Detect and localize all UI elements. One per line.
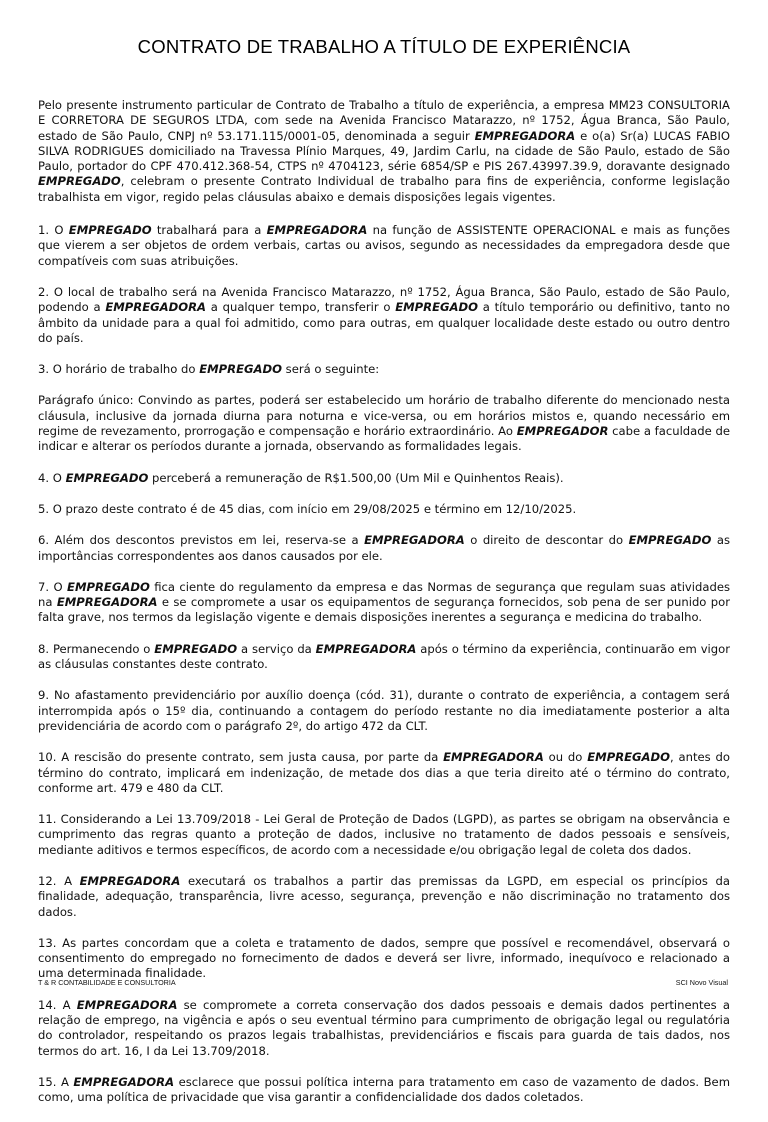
party-term: EMPREGADO bbox=[587, 750, 671, 765]
footer-software: SCI Novo Visual bbox=[675, 978, 728, 987]
party-term: EMPREGADORA bbox=[79, 873, 181, 888]
clause-paragraph: 5. O prazo deste contrato é de 45 dias, com início em 29/08/2025 e término em 12/10/2025. bbox=[38, 501, 577, 516]
clause-paragraph: 13. As partes concordam que a coleta e tratamento de dados, sempre que possível e recomendável, observará o consentimento do empregado no fornecimento de dados e deverá ser livre, informado, inequívoco e relacionado a uma determinada finalidade. bbox=[38, 935, 730, 981]
clause-paragraph: 8. Permanecendo o EMPREGADO a serviço da EMPREGADORA após o término da experiência, continuarão em vigor as cláusulas constantes deste contrato. bbox=[38, 641, 730, 672]
clause-paragraph: 15. A EMPREGADORA esclarece que possui política interna para tratamento em caso de vazamento de dados. Bem como, uma política de privacidade que visa garantir a confidencialidade dos dados coletados. bbox=[38, 1074, 730, 1105]
party-term: EMPREGADO bbox=[154, 641, 238, 656]
party-term: EMPREGADO bbox=[628, 533, 712, 548]
party-term: EMPREGADORA bbox=[105, 300, 207, 315]
preamble-paragraph: Pelo presente instrumento particular de Contrato de Trabalho a título de experiência, a empresa MM23 CONSULTORIA E CORRETORA DE SEGUROS LTDA, com sede na Avenida Francisco Matarazzo, nº 1752, Água Branca, São Paulo, estado de São Paulo, CNPJ nº 53.171.115/0001-05, denominada a seguir EMPREGADORA e o(a) Sr(a) LUCAS FABIO SILVA RODRIGUES domiciliado na Travessa Plínio Marques, 49, Jardim Carlu, na cidade de São Paulo, estado de São Paulo, portador do CPF 470.412.368-54, CTPS nº 4704123, série 6854/SP e PIS 267.43997.39.9, doravante designado EMPREGADO, celebram o presente Contrato Individual de trabalho para fins de experiência, conforme legislação trabalhista em vigor, regido pelas cláusulas abaixo e demais disposições legais vigentes. bbox=[38, 98, 731, 204]
clause-paragraph: 3. O horário de trabalho do EMPREGADO será o seguinte: bbox=[38, 362, 380, 377]
party-term: EMPREGADO bbox=[38, 174, 121, 189]
clause-paragraph: 10. A rescisão do presente contrato, sem justa causa, por parte da EMPREGADORA ou do EMPREGADO, antes do término do contrato, implicará em indenização, de metade dos dias a que teria direito até o término do contrato, conforme art. 479 e 480 da CLT. bbox=[38, 750, 731, 795]
party-term: EMPREGADORA bbox=[315, 641, 417, 656]
party-term: EMPREGADORA bbox=[266, 223, 368, 238]
clause-paragraph: 11. Considerando a Lei 13.709/2018 - Lei Geral de Proteção de Dados (LGPD), as partes se obrigam na observância e cumprimento das regras quanto a proteção de dados, inclusive no tratamento de dados pessoais e sensíveis, mediante aditivos e termos específicos, de acordo com a necessidade e/ou obrigação legal de coleta dos dados. bbox=[38, 812, 730, 857]
clause-paragraph: 14. A EMPREGADORA se compromete a correta conservação dos dados pessoais e demais dados pertinentes a relação de emprego, na vigência e após o seu eventual término para cumprimento de obrigação legal ou regulatória do controlador, respeitando os prazos legais trabalhistas, previdenciários e fiscais para guarda de tais dados, nos termos do art. 16, I da Lei 13.709/2018. bbox=[38, 997, 730, 1058]
party-term: EMPREGADORA bbox=[73, 1074, 175, 1089]
clause-paragraph: 2. O local de trabalho será na Avenida Francisco Matarazzo, nº 1752, Água Branca, São Paulo, estado de São Paulo, podendo a EMPREGADORA a qualquer tempo, transferir o EMPREGADO a título temporário ou definitivo, tanto no âmbito da unidade para a qual foi admitido, como para outras, em qualquer localidade deste estado ou outro dentro do país. bbox=[38, 284, 730, 345]
party-term: EMPREGADORA bbox=[76, 997, 178, 1012]
party-term: EMPREGADORA bbox=[56, 595, 158, 610]
footer-company: T & R CONTABILIDADE E CONSULTORIA bbox=[38, 978, 176, 987]
party-term: EMPREGADORA bbox=[474, 128, 576, 143]
clause-paragraph: 7. O EMPREGADO fica ciente do regulamento da empresa e das Normas de segurança que regulam suas atividades na EMPREGADORA e se compromete a usar os equipamentos de segurança fornecidos, sob pena de ser punido por falta grave, nos termos da legislação vigente e demais disposições inerentes a segurança e medicina do trabalho. bbox=[38, 579, 730, 625]
party-term: EMPREGADO bbox=[68, 223, 152, 238]
clause-paragraph: 12. A EMPREGADORA executará os trabalhos a partir das premissas da LGPD, em especial os princípios da finalidade, adequação, transparência, livre acesso, segurança, prevenção e não discriminação no tratamento dos dados. bbox=[38, 873, 730, 919]
party-term: EMPREGADORA bbox=[364, 533, 465, 548]
party-term: EMPREGADO bbox=[395, 300, 478, 315]
clause-paragraph: 9. No afastamento previdenciário por auxílio doença (cód. 31), durante o contrato de experiência, a contagem será interrompida após o 15º dia, continuando a contagem do período restante no dia imediatamente posterior a alta previdenciária de acordo com o parágrafo 2º, do artigo 472 da CLT. bbox=[38, 688, 730, 733]
document-title: CONTRATO DE TRABALHO A TÍTULO DE EXPERIÊNCIA bbox=[137, 36, 631, 57]
party-term: EMPREGADO bbox=[67, 579, 150, 594]
clause-paragraph: 1. O EMPREGADO trabalhará para a EMPREGADORA na função de ASSISTENTE OPERACIONAL e mais as funções que vierem a ser objetos de ordem verbais, cartas ou avisos, segundo as necessidades da empregadora desde que compatíveis com suas atribuições. bbox=[38, 223, 730, 268]
clause-paragraph: 4. O EMPREGADO perceberá a remuneração de R$1.500,00 (Um Mil e Quinhentos Reais). bbox=[38, 470, 564, 485]
clause-paragraph: 6. Além dos descontos previstos em lei, reserva-se a EMPREGADORA o direito de descontar do EMPREGADO as importâncias correspondentes aos danos causados por ele. bbox=[38, 533, 730, 563]
party-term: EMPREGADO bbox=[65, 470, 149, 485]
clause-paragraph: Parágrafo único: Convindo as partes, poderá ser estabelecido um horário de trabalho diferente do mencionado nesta cláusula, inclusive da jornada diurna para noturna e vice-versa, ou em horários mistos e, quando necessário em regime de revezamento, prorrogação e compensação e horário extraordinário. Ao EMPREGADOR cabe a faculdade de indicar e alterar os períodos durante a jornada, observando as formalidades legais. bbox=[38, 393, 730, 454]
party-term: EMPREGADOR bbox=[516, 424, 609, 439]
party-term: EMPREGADO bbox=[199, 362, 282, 377]
contract-body bbox=[38, 98, 730, 1122]
party-term: EMPREGADORA bbox=[443, 750, 544, 765]
